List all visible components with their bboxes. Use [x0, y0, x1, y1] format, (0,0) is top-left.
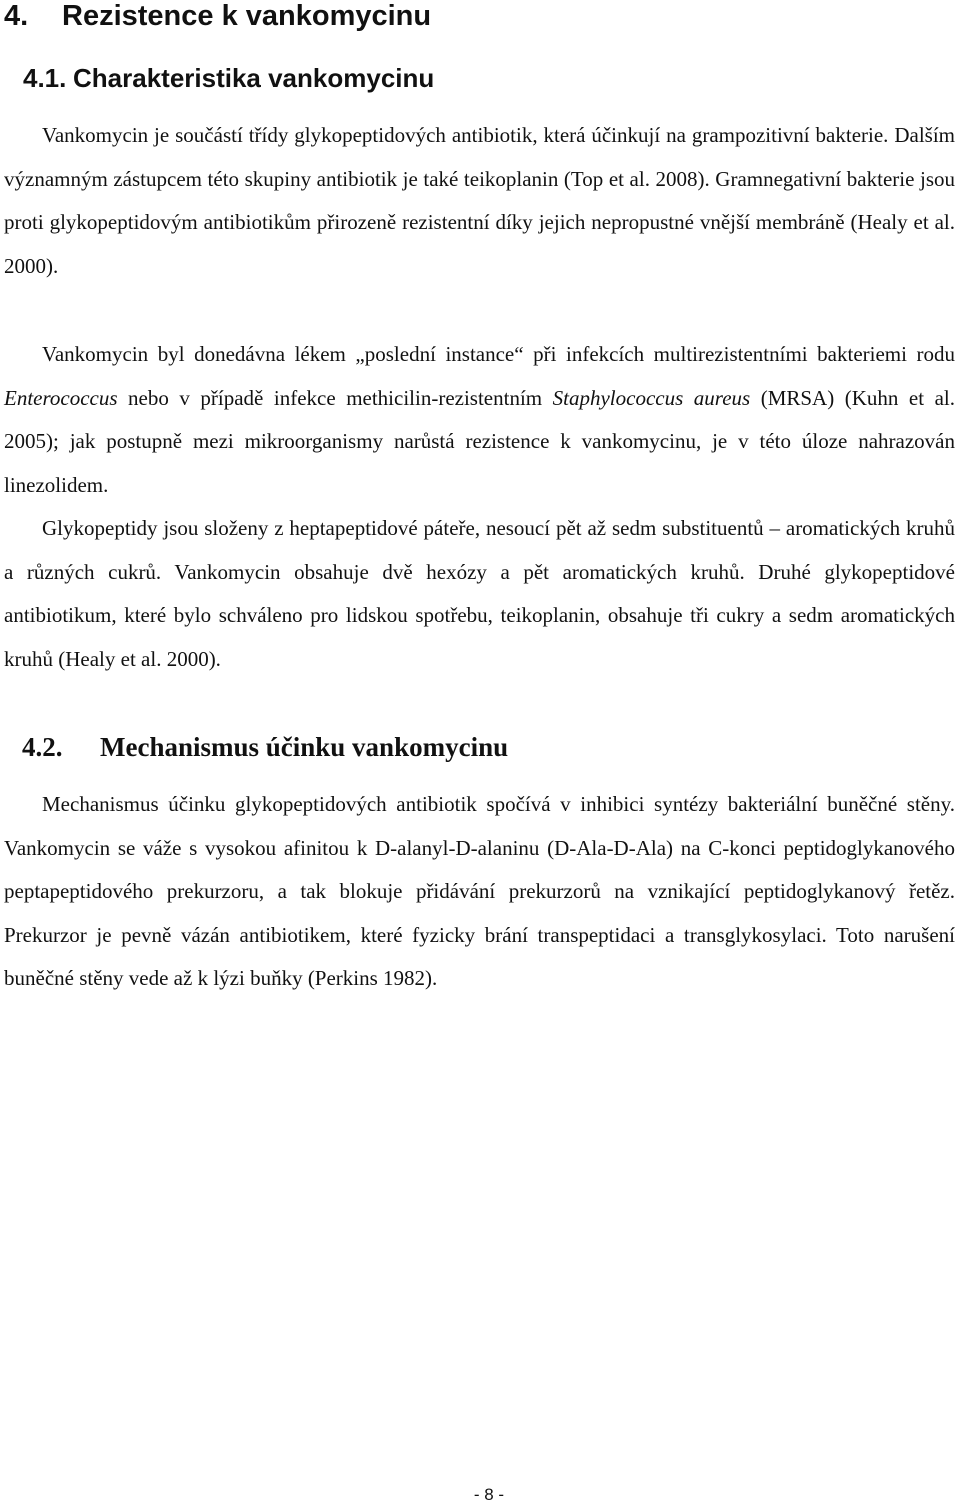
section-number: 4.2. — [22, 732, 63, 762]
species-name: Staphylococcus aureus — [552, 385, 751, 410]
page-number: - 8 - — [473, 1485, 505, 1504]
paragraph-last-resort — [4, 333, 955, 507]
chapter-heading — [4, 0, 431, 38]
genus-name: Enterococcus — [4, 385, 118, 410]
section-number: 4.1. — [23, 63, 67, 93]
chapter-number: 4. — [4, 0, 29, 32]
paragraph-glycopeptide-structure: Glykopeptidy jsou složeny z heptapeptidové páteře, nesoucí pět až sedm substituentů – aromatických kruhů a různých cukrů. Vankomycin obsahuje dvě hexózy a pět aromatických kruhů. Druhé glykopeptidové antibiotikum, které bylo schváleno pro lidskou spotřebu, teikoplanin, obsahuje tři cukry a sedm aromatických kruhů (Healy et al. 2000). — [4, 516, 955, 671]
paragraph-text: (MRSA) (Kuhn et al. 2005); jak postupně mezi mikroorganismy narůstá rezistence k vankomycinu, je v této úloze nahrazován linezolidem. — [4, 385, 955, 497]
paragraph-text: Vankomycin byl donedávna lékem „poslední instance“ při infekcích multirezistentními bakteriemi rodu — [42, 342, 955, 366]
section-title: Mechanismus účinku vankomycinu — [100, 732, 509, 762]
section-heading-4-1 — [23, 58, 434, 98]
paragraph-vancomycin-class: Vankomycin je součástí třídy glykopeptidových antibiotik, která účinkují na grampozitivní bakterie. Dalším významným zástupcem této skupiny antibiotik je také teikoplanin (Top et al. 2008). Gramnegativní bakterie jsou proti glykopeptidovým antibiotikům přirozeně rezistentní díky jejich nepropustné vnější membráně (Healy et al. 2000). — [4, 123, 955, 278]
section-heading-4-2 — [22, 727, 508, 767]
chapter-title: Rezistence k vankomycinu — [62, 0, 432, 32]
paragraph-text: nebo v případě infekce methicilin-rezistentním — [117, 385, 553, 410]
paragraph-mechanism: Mechanismus účinku glykopeptidových antibiotik spočívá v inhibici syntézy bakteriální buněčné stěny. Vankomycin se váže s vysokou afinitou k D-alanyl-D-alaninu (D-Ala-D-Ala) na C-konci peptidoglykanového peptapeptidového prekurzoru, a tak blokuje přidávání prekurzorů na vznikající peptidoglykanový řetěz. Prekurzor je pevně vázán antibiotikem, které fyzicky brání transpeptidaci a transglykosylaci. Toto narušení buněčné stěny vede až k lýzi buňky (Perkins 1982). — [4, 792, 955, 990]
section-title: Charakteristika vankomycinu — [73, 63, 435, 93]
